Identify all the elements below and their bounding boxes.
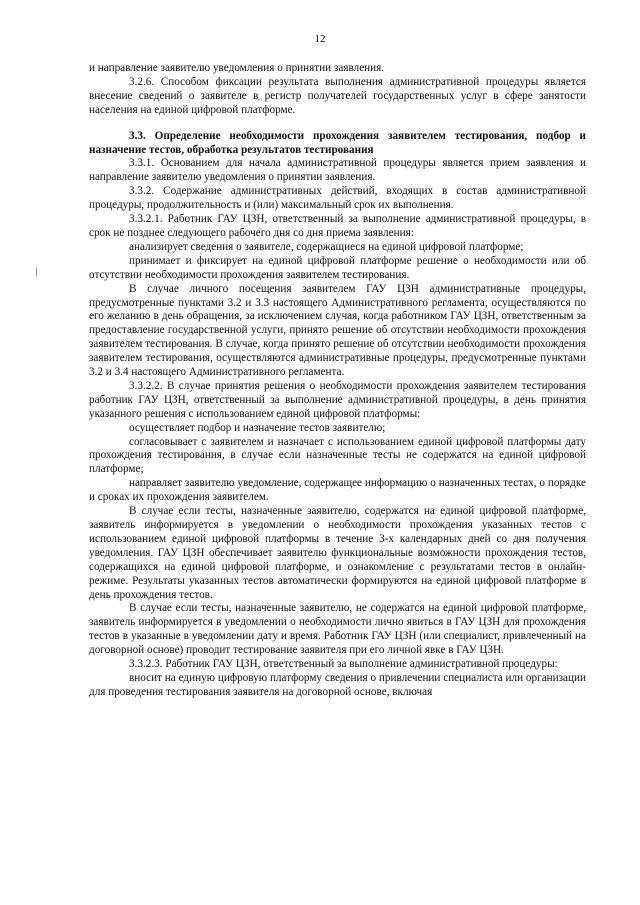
paragraph: 3.3.2.3. Работник ГАУ ЦЗН, ответственный за выполнение административной процедуры: [129, 658, 558, 671]
paragraph: В случае личного посещения заявителем ГАУ ЦЗН административные процедуры, предусмотренные пунктами 3.2 и 3.3 настоящего Административного регламента, осуществляются по его желанию в день обращения, за исключением случая, когда работником ГАУ ЦЗН, ответственным за предоставление государственной услуги, принято решение об отсутствии необходимости прохождения заявителем тестирования. В случае, когда принято решение об отсутствии необходимости прохождения заявителем тестирования, осуществляются административные процедуры, предусмотренные пунктами 3.2 и 3.4 настоящего Административного регламента. [89, 282, 586, 379]
paragraph: 3.3.2.2. В случае принятия решения о необходимости прохождения заявителем тестирования работник ГАУ ЦЗН, ответственный за выполнение административной процедуры, в день принятия указанного решения с использованием единой цифровой платформы: [89, 379, 586, 420]
paragraph: В случае если тесты, назначенные заявителю, не содержатся на единой цифровой платформе, заявитель информируется в уведомлении о необходимости лично явиться в ГАУ ЦЗН для прохождения тестов в указанные в уведомлении дату и время. Работник ГАУ ЦЗН (или специалист, привлеченный на договорной основе) проводит тестирование заявителя при его личной явке в ГАУ ЦЗН. [89, 602, 586, 657]
margin-mark [36, 268, 37, 276]
paragraph: 3.2.6. Способом фиксации результата выполнения административной процедуры является внесение сведений о заявителе в регистр получателей государственных услуг в сфере занятости населения на единой цифровой платформе. [89, 75, 586, 116]
document-body [89, 62, 586, 700]
paragraph: анализирует сведения о заявителе, содержащиеся на единой цифровой платформе; [129, 240, 524, 253]
paragraph: направляет заявителю уведомление, содержащее информацию о назначенных тестах, о порядке и сроках их прохождения заявителем. [89, 477, 586, 504]
paragraph: и направление заявителю уведомления о принятии заявления. [89, 62, 385, 74]
paragraph: 3.3.2.1. Работник ГАУ ЦЗН, ответственный за выполнение административной процедуры, в срок не позднее следующего рабочего дня со дня приема заявления: [89, 213, 586, 239]
section-heading: 3.3. Определение необходимости прохождения заявителем тестирования, подбор и назначение тестов, обработка результатов тестирования [89, 129, 586, 156]
page-number: 12 [314, 33, 326, 45]
paragraph: согласовывает с заявителем и назначает с использованием единой цифровой платформы дату прохождения тестирования, в случае если назначенные тесты не содержатся на единой цифровой платформе; [89, 435, 586, 476]
paragraph: 3.3.2. Содержание административных действий, входящих в состав административной процедуры, продолжительность и (или) максимальный срок их выполнения. [89, 185, 586, 212]
paragraph: 3.3.1. Основанием для начала административной процедуры является прием заявления и направление заявителю уведомления о принятии заявления. [89, 157, 586, 184]
paragraph: вносит на единую цифровую платформу сведения о привлечении специалиста или организации для проведения тестирования заявителя на договорной основе, включая [89, 671, 586, 698]
paragraph: осуществляет подбор и назначение тестов заявителю; [129, 421, 386, 434]
paragraph: В случае если тесты, назначенные заявителю, содержатся на единой цифровой платформе, заявитель информируется в уведомлении о необходимости прохождения указанных тестов с использованием единой цифровой платформы в течение 3-х календарных дней со дня получения уведомления. ГАУ ЦЗН обеспечивает заявителю функциональные возможности прохождения тестов, содержащихся на единой цифровой платформе, и ознакомление с результатами тестов в онлайн-режиме. Результаты указанных тестов автоматически формируются на единой цифровой платформе в день прохождения тестов. [89, 505, 586, 601]
paragraph: принимает и фиксирует на единой цифровой платформе решение о необходимости или об отсутствии необходимости прохождения заявителем тестирования. [89, 254, 586, 281]
